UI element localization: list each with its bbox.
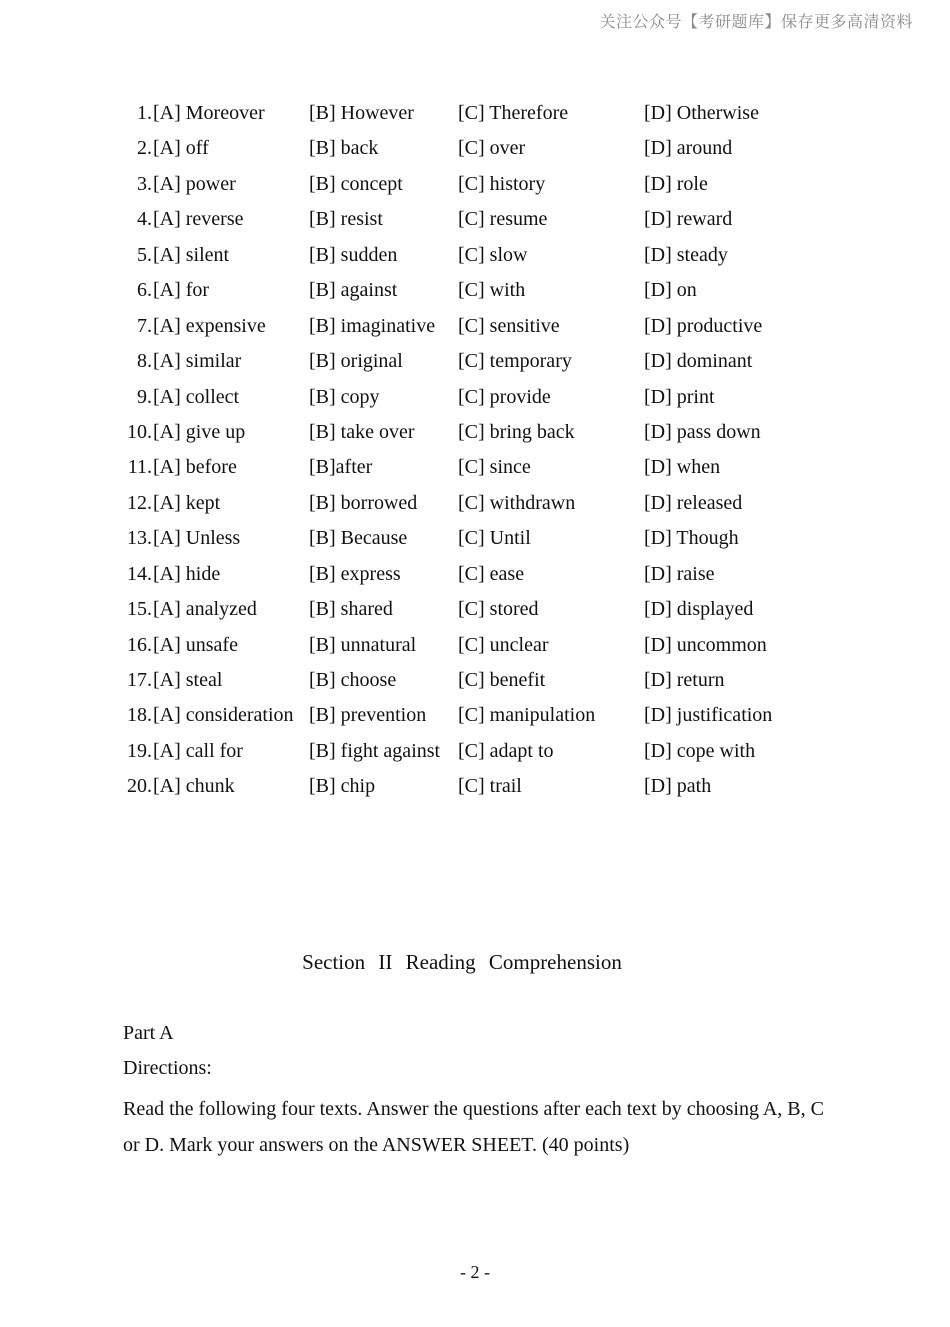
- option-c: [C] withdrawn: [458, 491, 576, 514]
- option-a: [A] similar: [153, 350, 242, 373]
- directions-text: Read the following four texts. Answer the questions after each text by choosing A, B, C or D. Mark your answers on the ANSWER SHEET. (40 points): [123, 1098, 824, 1156]
- option-a: [A] expensive: [153, 314, 266, 337]
- option-c: [C] resume: [458, 208, 548, 231]
- option-b: [B] chip: [309, 775, 376, 798]
- option-a: [A] analyzed: [153, 598, 257, 621]
- option-b: [B] borrowed: [309, 491, 418, 514]
- question-number: 9.: [137, 385, 152, 408]
- question-number: 6.: [137, 279, 152, 302]
- option-a: [A] call for: [153, 739, 243, 762]
- option-d: [D] uncommon: [644, 633, 767, 656]
- option-c: [C] Therefore: [458, 102, 569, 124]
- option-d: [D] justification: [644, 704, 773, 727]
- option-c: [C] over: [458, 137, 526, 160]
- question-number: 10.: [127, 420, 152, 443]
- option-d: [D] reward: [644, 208, 733, 231]
- option-c: [C] history: [458, 172, 546, 195]
- option-a: [A] collect: [153, 385, 240, 408]
- option-d: [D] pass down: [644, 420, 761, 443]
- question-number: 5.: [137, 243, 152, 266]
- option-b: [B] express: [309, 562, 401, 585]
- question-number: 16.: [127, 633, 152, 656]
- option-a: [A] hide: [153, 562, 221, 585]
- section-title: Section II Reading Comprehension: [302, 950, 622, 974]
- option-b: [B] shared: [309, 598, 393, 621]
- option-a: [A] unsafe: [153, 633, 238, 656]
- option-b: [B] concept: [309, 172, 403, 195]
- question-number: 7.: [137, 314, 152, 337]
- option-b: [B] unnatural: [309, 633, 417, 656]
- option-b: [B] sudden: [309, 243, 398, 266]
- option-d: [D] Otherwise: [644, 102, 759, 124]
- question-number: 3.: [137, 172, 152, 195]
- option-c: [C] since: [458, 456, 531, 479]
- option-c: [C] unclear: [458, 633, 549, 656]
- watermark-text: 关注公众号【考研题库】保存更多高清资料: [599, 12, 913, 31]
- page-number: - 2 -: [460, 1262, 490, 1282]
- option-c: [C] bring back: [458, 420, 575, 443]
- option-d: [D] around: [644, 137, 733, 160]
- option-a: [A] chunk: [153, 775, 235, 798]
- option-d: [D] when: [644, 456, 721, 479]
- option-c: [C] with: [458, 279, 526, 302]
- option-a: [A] consideration: [153, 704, 294, 727]
- option-b: [B]after: [309, 456, 373, 479]
- option-c: [C] ease: [458, 562, 525, 585]
- option-d: [D] productive: [644, 314, 763, 337]
- option-a: [A] kept: [153, 491, 221, 514]
- question-number: 1.: [137, 102, 152, 124]
- question-number: 14.: [127, 562, 152, 585]
- option-d: [D] print: [644, 385, 715, 408]
- question-number: 13.: [127, 527, 152, 550]
- question-number: 12.: [127, 491, 152, 514]
- option-b: [B] fight against: [309, 739, 441, 762]
- option-d: [D] displayed: [644, 598, 754, 621]
- option-b: [B] resist: [309, 208, 383, 231]
- option-b: [B] original: [309, 350, 403, 373]
- option-d: [D] released: [644, 491, 743, 514]
- option-b: [B] take over: [309, 420, 415, 443]
- option-a: [A] power: [153, 172, 236, 195]
- option-a: [A] for: [153, 279, 210, 302]
- question-number: 11.: [127, 456, 152, 479]
- question-number: 17.: [127, 669, 152, 691]
- option-c: [C] benefit: [458, 669, 546, 691]
- option-c: [C] adapt to: [458, 739, 554, 762]
- option-a: [A] silent: [153, 243, 230, 266]
- option-b: [B] choose: [309, 669, 397, 691]
- option-d: [D] role: [644, 172, 708, 195]
- option-b: [B] back: [309, 137, 379, 160]
- option-b: [B] Because: [309, 527, 408, 550]
- option-c: [C] manipulation: [458, 704, 596, 727]
- option-d: [D] cope with: [644, 739, 756, 762]
- question-number: 15.: [127, 598, 152, 621]
- option-c: [C] slow: [458, 243, 528, 266]
- question-number: 8.: [137, 350, 152, 373]
- part-title: Part A: [123, 1022, 174, 1044]
- directions-heading: Directions:: [123, 1057, 212, 1079]
- option-b: [B] copy: [309, 385, 380, 408]
- option-b: [B] against: [309, 279, 398, 302]
- option-d: [D] return: [644, 669, 725, 691]
- question-number: 19.: [127, 739, 152, 762]
- option-a: [A] before: [153, 456, 237, 479]
- option-a: [A] steal: [153, 669, 223, 691]
- question-number: 4.: [137, 208, 152, 231]
- option-a: [A] off: [153, 137, 209, 160]
- question-number: 18.: [127, 704, 152, 727]
- option-c: [C] provide: [458, 385, 551, 408]
- option-b: [B] prevention: [309, 704, 427, 727]
- option-d: [D] dominant: [644, 350, 753, 373]
- option-d: [D] on: [644, 279, 697, 302]
- option-c: [C] sensitive: [458, 314, 560, 337]
- option-a: [A] reverse: [153, 208, 244, 231]
- question-number: 20.: [127, 775, 152, 798]
- option-d: [D] raise: [644, 562, 715, 585]
- option-c: [C] Until: [458, 527, 531, 550]
- option-a: [A] Unless: [153, 527, 241, 550]
- option-c: [C] temporary: [458, 350, 572, 373]
- question-number: 2.: [137, 137, 152, 160]
- option-b: [B] However: [309, 102, 414, 124]
- option-d: [D] steady: [644, 243, 728, 266]
- option-a: [A] give up: [153, 420, 246, 443]
- option-b: [B] imaginative: [309, 314, 436, 337]
- option-d: [D] path: [644, 775, 712, 798]
- option-c: [C] stored: [458, 598, 539, 621]
- option-d: [D] Though: [644, 527, 739, 550]
- option-c: [C] trail: [458, 775, 522, 798]
- option-a: [A] Moreover: [153, 102, 265, 124]
